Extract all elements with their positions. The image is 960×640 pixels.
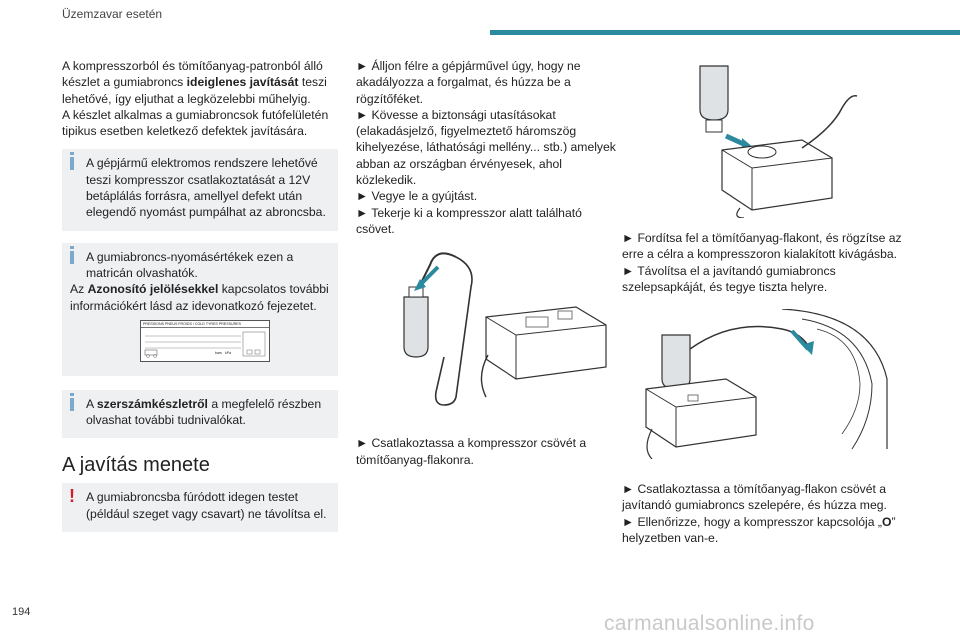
- column-2: [356, 58, 616, 468]
- step-3: ► Vegye le a gyújtást.: [356, 189, 478, 204]
- compressor-hose-illustration-icon: [376, 247, 616, 407]
- intro-paragraph-2: A készlet alkalmas a gumiabroncsok futófelületén tipikus esetben keletkező defektek javítására.: [62, 107, 329, 139]
- column-3: [622, 58, 922, 546]
- info-note-text: A gépjármű elektromos rendszere lehetővé teszi kompresszor csatlakoztatását a 12V betáplálás forrásra, amellyel defekt után elegendő nyomást pumpálhat az abroncsba.: [86, 156, 326, 220]
- tyre-pressure-label: [140, 320, 270, 362]
- intro-bold: ideiglenes javítását: [186, 75, 299, 90]
- step-1: ► Álljon félre a gépjárművel úgy, hogy ne akadályozza a forgalmat, és húzza be a rögzítőféket.: [356, 59, 581, 106]
- section-title: A javítás menete: [62, 454, 210, 477]
- figure-valve-connection: [632, 309, 922, 459]
- info-note-pressure: [62, 243, 338, 376]
- watermark: carmanualsonline.info: [604, 612, 815, 635]
- warning-icon: !: [69, 486, 75, 507]
- warning-note: [62, 483, 338, 532]
- bottle-mount-illustration-icon: [682, 58, 862, 218]
- step-9: ► Ellenőrizze, hogy a kompresszor kapcsolója „O” helyzetben van-e.: [622, 514, 896, 546]
- step-8: ► Csatlakoztassa a tömítőanyag-flakon csövét a javítandó gumiabroncs szelepére, és húzza meg.: [622, 482, 887, 513]
- column-1: [62, 58, 338, 532]
- info-note-text-2: Az Azonosító jelölésekkel kapcsolatos további információkért lásd az idevonatkozó fejezetet.: [70, 282, 329, 313]
- page-number: 194: [12, 606, 31, 618]
- info-note-text: A szerszámkészletről a megfelelő részben olvashat további tudnivalókat.: [86, 396, 322, 428]
- label-drawing-icon: [141, 328, 269, 361]
- step-5: ► Csatlakoztassa a kompresszor csövét a tömítőanyag-flakonra.: [356, 436, 587, 467]
- info-note-toolkit: [62, 390, 338, 439]
- label-unit: bars: [215, 350, 222, 355]
- step-7: ► Távolítsa el a javítandó gumiabroncs szelepsapkáját, és tegye tiszta helyre.: [622, 263, 836, 294]
- step-2: ► Kövesse a biztonsági utasításokat (elakadásjelző, figyelmeztető háromszög kihelyezése, láthatósági mellény... stb.) amelyek abban az országban érvényesek, ahol közlekedik.: [356, 107, 616, 188]
- intro-paragraph: [62, 58, 338, 107]
- info-icon: [70, 251, 74, 264]
- figure-bottle-mount: [682, 58, 922, 218]
- step-4: ► Tekerje ki a kompresszor alatt található csövet.: [356, 205, 582, 236]
- info-icon: [70, 398, 74, 411]
- label-unit-2: kPa: [225, 350, 232, 355]
- figure-compressor-hose: [376, 247, 616, 407]
- info-icon: [70, 157, 74, 170]
- valve-connection-illustration-icon: [632, 309, 892, 459]
- label-header: PRESSIONS PNEUS FROIDS / COLD TYRES PRESSURES: [141, 321, 269, 328]
- header-accent-bar: [490, 30, 960, 35]
- intro-text-1: A kompresszorból és tömítőanyag-patronból álló készlet a gumiabroncs: [62, 59, 323, 90]
- header-title: Üzemzavar esetén: [62, 7, 163, 21]
- step-6: ► Fordítsa fel a tömítőanyag-flakont, és rögzítse az erre a célra a kompresszoron kialakított kivágásba.: [622, 231, 902, 262]
- info-note-text-1: A gumiabroncs-nyomásértékek ezen a matricán olvashatók.: [86, 249, 294, 280]
- intro-text-2: teszi lehetővé, így eljuthat a legközelebbi műhelyig.: [62, 75, 327, 106]
- info-note-12v: [62, 149, 338, 230]
- warning-note-text: A gumiabroncsba fúródott idegen testet (például szeget vagy csavart) ne távolítsa el.: [86, 490, 327, 521]
